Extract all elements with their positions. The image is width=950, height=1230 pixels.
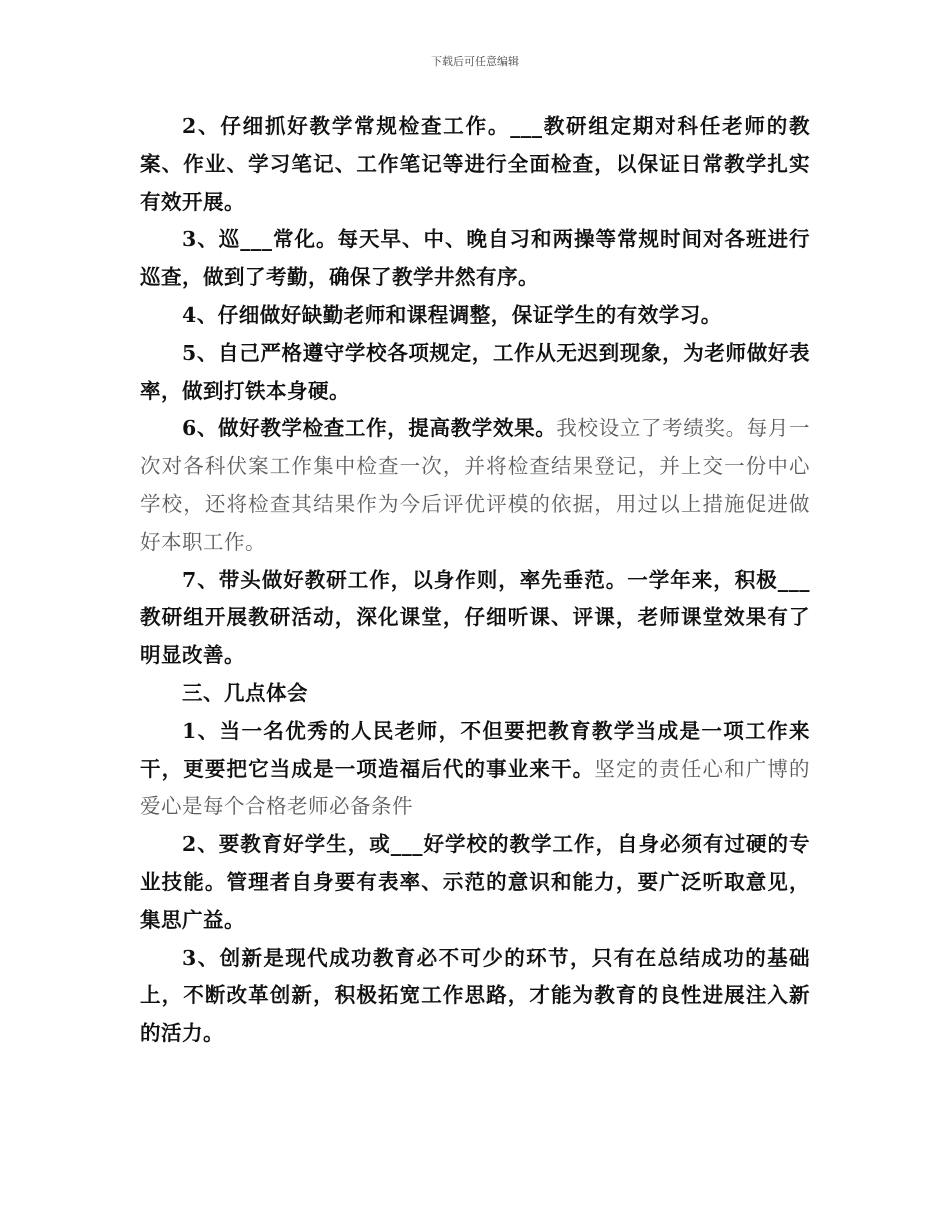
paragraph-item-6 — [140, 410, 810, 561]
paragraph-bold-text: 4、仔细做好缺勤老师和课程调整，保证学生的有效学习。 — [182, 302, 722, 327]
paragraph-bold-text: 6、做好教学检查工作，提高教学效果。 — [182, 416, 557, 441]
paragraph-item-3 — [140, 221, 810, 297]
page-header: 下载后可任意编辑 — [431, 55, 519, 68]
paragraph-item-2 — [140, 108, 810, 221]
paragraph-bold-text: 1、当一名优秀的人民老师，不但要把教育教学当成是一项工作来干，更要把它当成是一项造福后代的事业来干。 — [140, 718, 810, 781]
paragraph-bold-text: 3、创新是现代成功教育必不可少的环节，只有在总结成功的基础上，不断改革创新，积极拓宽工作思路，才能为教育的良性进展注入新的活力。 — [140, 945, 810, 1046]
paragraph-insight-2 — [140, 826, 810, 939]
paragraph-bold-text: 2、要教育好学生，或___好学校的教学工作，自身必须有过硬的专业技能。管理者自身要有表率、示范的意识和能力，要广泛听取意见，集思广益。 — [140, 832, 810, 932]
paragraph-plain-text: 我校设立了考绩奖。每月一次对各科伏案工作集中检查一次，并将检查结果登记，并上交一份中心学校，还将检查其结果作为今后评优评模的依据，用过以上措施促进做好本职工作。 — [140, 416, 811, 554]
paragraph-bold-text: 7、带头做好教研工作，以身作则，率先垂范。一学年来，积极___教研组开展教研活动，深化课堂，仔细听课、评课，老师课堂效果有了明显改善。 — [140, 567, 810, 668]
paragraph-item-7 — [140, 562, 810, 675]
section-heading-text: 三、几点体会 — [182, 680, 308, 705]
paragraph-insight-3 — [140, 940, 810, 1053]
section-heading — [140, 675, 810, 713]
paragraph-bold-text: 2、仔细抓好教学常规检查工作。___教研组定期对科任老师的教案、作业、学习笔记、工作笔记等进行全面检查，以保证日常教学扎实有效开展。 — [140, 114, 810, 214]
paragraph-plain-text: 坚定的责任心和广博的爱心是每个合格老师必备条件 — [140, 756, 811, 819]
document-body — [140, 108, 810, 1053]
paragraph-bold-text: 3、巡___常化。每天早、中、晚自习和两操等常规时间对各班进行巡查，做到了考勤，确保了教学井然有序。 — [140, 227, 810, 290]
paragraph-insight-1 — [140, 713, 810, 826]
paragraph-item-5 — [140, 335, 810, 411]
paragraph-item-4 — [140, 297, 810, 335]
paragraph-bold-text: 5、自己严格遵守学校各项规定，工作从无迟到现象，为老师做好表率，做到打铁本身硬。 — [140, 340, 810, 403]
